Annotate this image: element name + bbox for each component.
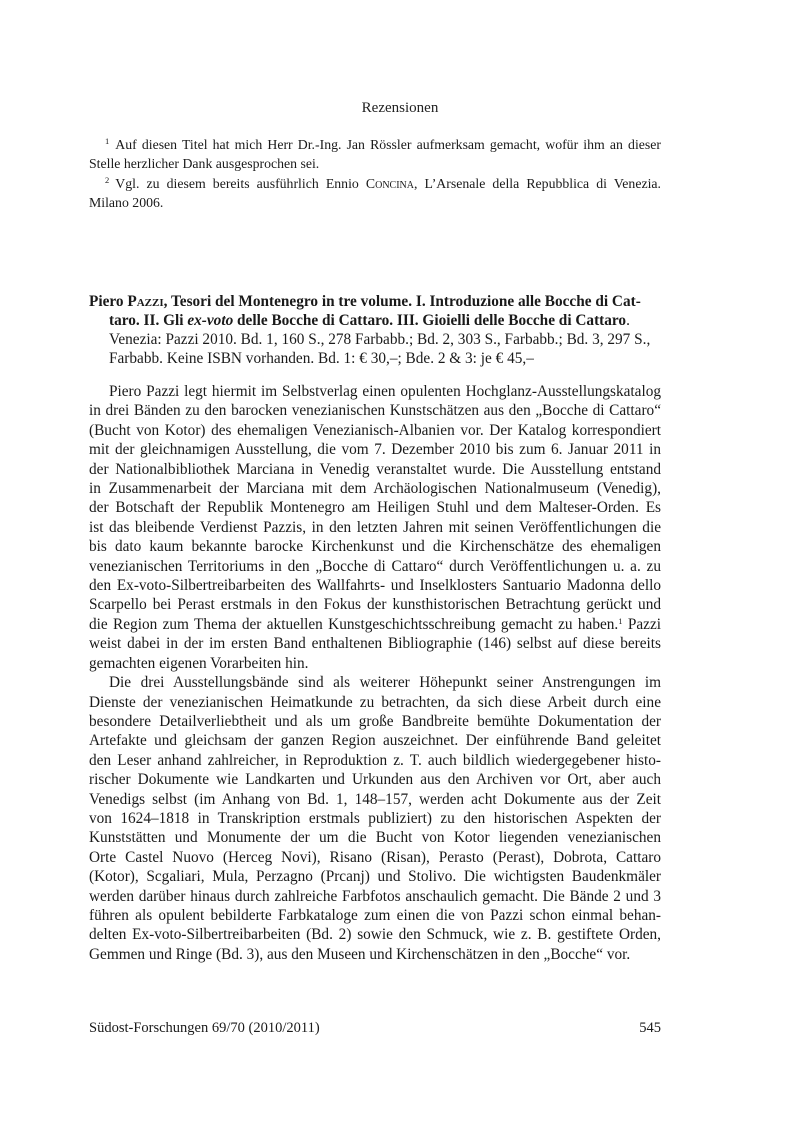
text-line: weist dabei in der im ersten Band enthaltenen Bibliographie (146) selbst auf diese bereits [89,635,661,653]
text-line: venezianischen Territoriums in den „Bocche di Cattaro“ durch Veröffentlichungen u. a. zu [89,557,661,575]
text-line: in drei Bänden zu den barocken venezianischen Kunstschätzen aus den „Bocche di Cattaro“ [89,402,661,420]
footnote-text: Auf diesen Titel hat mich Herr Dr.-Ing. Jan Rössler aufmerksam gemacht, wofür ihm an dieser Stelle herzlicher Dank ausgesprochen sei. [89,137,661,171]
text-line: rischer Dokumente wie Landkarten und Urkunden aus den Archiven vor Ort, aber auch [89,771,661,789]
text-line: mit der gleichnamigen Ausstellung, die vom 7. Dezember 2010 bis zum 6. Januar 2011 in [89,441,661,459]
heading-title: taro. II. Gli [109,312,188,329]
footnotes [89,136,661,214]
text-line: Piero Pazzi legt hiermit im Selbstverlag einen opulenten Hochglanz-Ausstellungskatalog [109,383,661,400]
text-line: Die drei Ausstellungsbände sind als weiterer Höhepunkt seiner Anstrengungen im [109,674,661,692]
text-line: von 1624–1818 in Transkription erstmals publiziert) zu den historischen Aspekten der [89,809,661,827]
heading-period: . [626,312,630,329]
text-line: Dienste der venezianischen Heimatkunde zu betrachten, da sich diese Arbeit durch eine [89,693,661,711]
heading-publication-info: Farbabb. Keine ISBN vorhanden. Bd. 1: € 30,–; Bde. 2 & 3: je € 45,– [109,350,534,367]
footnote-text: , L’Arsenale della Repubblica di Venezia. Milano 2006. [89,176,661,210]
heading-title: Piero [89,293,128,310]
heading-line [89,292,661,311]
footnote-text: Vgl. zu diesem bereits ausführlich Ennio [115,176,366,191]
heading-title: delle Bocche di Cattaro. III. Gioielli delle Bocche di Cattaro [233,312,627,329]
heading-author: Pazzi [127,293,164,310]
review-body [89,382,661,964]
heading-publication-info: Venezia: Pazzi 2010. Bd. 1, 160 S., 278 Farbabb.; Bd. 2, 303 S., Farbabb.; Bd. 3, 297 S., [109,331,651,348]
heading-title-italic: ex-voto [187,312,234,329]
footnote-marker: 1 [105,136,110,146]
text-line: der Botschaft der Republik Montenegro am Heiligen Stuhl und dem Malteser-Orden. Es [89,499,661,517]
text-line: werden darüber hinaus durch zahlreiche Farbfotos anschaulich gemacht. Die Bände 2 und 3 [89,887,661,905]
footnote-reference: 1 [618,615,623,626]
text-line: Orte Castel Nuovo (Herceg Novi), Risano (Risan), Perasto (Perast), Dobrota, Cattaro [89,848,661,866]
running-head: Rezensionen [361,100,439,116]
footnote-marker: 2 [105,175,110,185]
heading-title: , Tesori del Montenegro in tre volume. I. Introduzione alle Bocche di Cat- [163,293,641,310]
footnote-1 [89,136,661,173]
text-line: den Leser anhand zahlreicher, in Reproduktion z. T. auch bildlich wiedergegebener histo- [89,751,661,769]
text-line: Scarpello bei Perast erstmals in den Fokus der kunsthistorischen Betrachtung gerückt und [89,596,661,614]
text-line [89,615,661,634]
text-line: führen als opulent bebilderte Farbkataloge zum einen die von Pazzi schon einmal behan- [89,906,661,924]
text-fragment: die Region zum Thema der aktuellen Kunstgeschichtsschreibung gemacht zu haben. [89,615,619,633]
text-line: Kunststätten und Monumente der um die Bucht von Kotor liegenden venezianischen [89,829,661,847]
heading-line [89,311,661,330]
text-line: den Ex-voto-Silbertreibarbeiten des Wallfahrts- und Inselklosters Santuario Madonna dello [89,577,661,595]
text-line: in Zusammenarbeit der Marciana mit dem Archäologischen Nationalmuseum (Venedig), [89,480,661,498]
journal-citation: Südost-Forschungen 69/70 (2010/2011) [89,1020,320,1036]
footnote-2 [89,175,661,212]
footnote-author: Concina [365,176,414,191]
text-line: delten Ex-voto-Silbertreibarbeiten (Bd. 2) sowie den Schmuck, wie z. B. gestiftete Orden, [89,926,661,944]
text-line: ist das bleibende Verdienst Pazzis, in den letzten Jahren mit seinen Veröffentlichungen die [89,518,661,536]
text-line: Gemmen und Ringe (Bd. 3), aus den Museen und Kirchenschätzen in den „Bocche“ vor. [89,945,631,963]
page-number: 545 [639,1020,661,1036]
text-line: bis dato kaum bekannte barocke Kirchenkunst und die Kirchenschätze des ehemaligen [89,538,661,556]
text-line: Artefakte und gleichsam der ganzen Region auszeichnet. Der einführende Band geleitet [89,732,661,750]
text-line: der Nationalbibliothek Marciana in Venedig veranstaltet wurde. Die Ausstellung entstand [89,460,661,478]
text-line: Venedigs selbst (im Anhang von Bd. 1, 148–157, werden acht Dokumente aus der Zeit [89,790,661,808]
text-line: gemachten eigenen Vorarbeiten hin. [89,654,309,672]
text-line: besondere Detailverliebtheit und als um große Bandbreite bemühte Dokumentation der [89,712,661,730]
text-fragment: Pazzi [622,615,661,633]
text-line: (Kotor), Scgaliari, Mula, Perzagno (Prcanj) und Stolivo. Die wichtigsten Baudenkmäler [89,868,661,886]
review-heading [89,292,661,368]
text-line: (Bucht von Kotor) des ehemaligen Venezianisch-Albanien vor. Der Katalog korrespondiert [89,421,661,439]
